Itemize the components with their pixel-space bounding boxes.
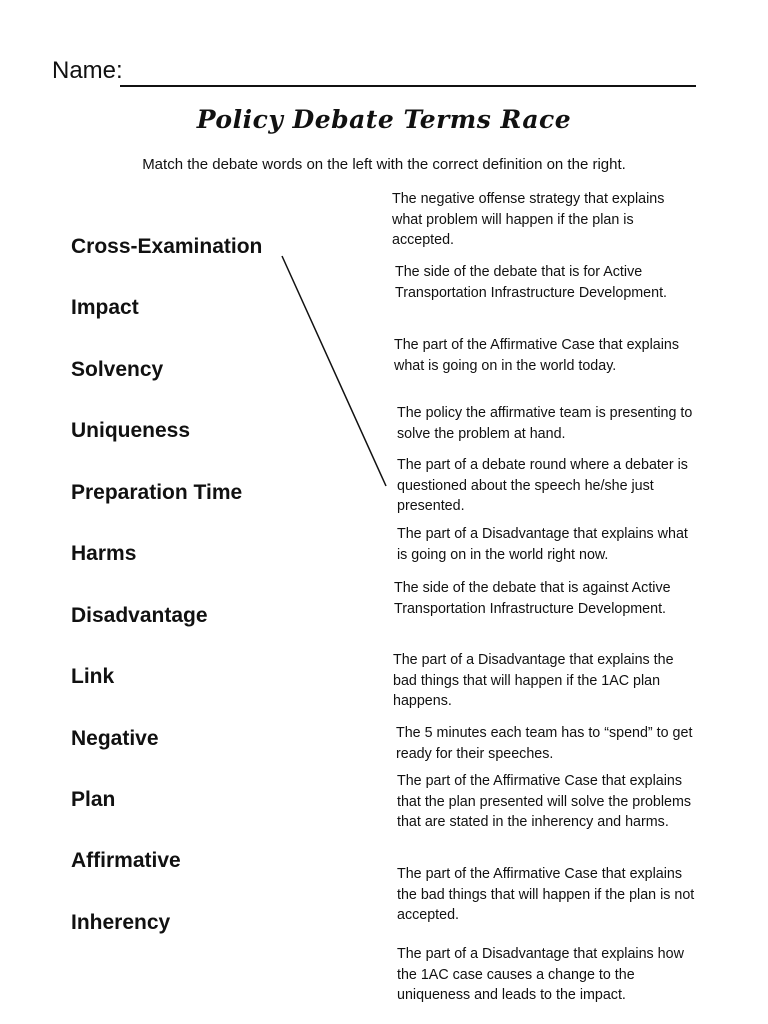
name-label: Name:	[52, 57, 123, 84]
definition-item: The part of a Disadvantage that explains how the 1AC case causes a change to the uniqueness and leads to the impact.	[397, 946, 684, 1003]
term-negative: Negative	[71, 727, 159, 750]
term-link: Link	[71, 665, 115, 688]
definition-item: The 5 minutes each team has to “spend” to get ready for their speeches.	[396, 725, 693, 762]
instructions: Match the debate words on the left with the correct definition on the right.	[142, 156, 626, 173]
term-preparation-time: Preparation Time	[71, 481, 243, 504]
term-plan: Plan	[71, 788, 116, 811]
term-harms: Harms	[71, 542, 137, 565]
term-affirmative: Affirmative	[71, 849, 181, 872]
term-disadvantage: Disadvantage	[71, 604, 208, 627]
definition-item: The part of the Affirmative Case that explains the bad things that will happen if the plan is not accepted.	[397, 866, 695, 923]
page-title: Policy Debate Terms Race	[196, 105, 572, 134]
term-inherency: Inherency	[71, 911, 171, 934]
term-impact: Impact	[71, 296, 139, 319]
term-cross-examination: Cross-Examination	[71, 235, 263, 258]
definition-item: The part of a Disadvantage that explains the bad things that will happen if the 1AC plan happens.	[393, 652, 674, 709]
definition-item: The part of a debate round where a debater is questioned about the speech he/she just presented.	[397, 457, 688, 514]
definition-item: The part of the Affirmative Case that explains that the plan presented will solve the problems that are stated in the inherency and harms.	[397, 773, 692, 830]
definition-item: The policy the affirmative team is presenting to solve the problem at hand.	[397, 405, 693, 442]
definition-item: The part of the Affirmative Case that explains what is going on in the world today.	[394, 337, 680, 374]
definition-item: The negative offense strategy that explains what problem will happen if the plan is accepted.	[392, 191, 665, 248]
term-uniqueness: Uniqueness	[71, 419, 191, 442]
definition-item: The part of a Disadvantage that explains what is going on in the world right now.	[397, 526, 688, 563]
definition-item: The side of the debate that is against Active Transportation Infrastructure Development.	[394, 580, 671, 617]
definition-item: The side of the debate that is for Active Transportation Infrastructure Development.	[395, 264, 668, 301]
term-solvency: Solvency	[71, 358, 164, 381]
